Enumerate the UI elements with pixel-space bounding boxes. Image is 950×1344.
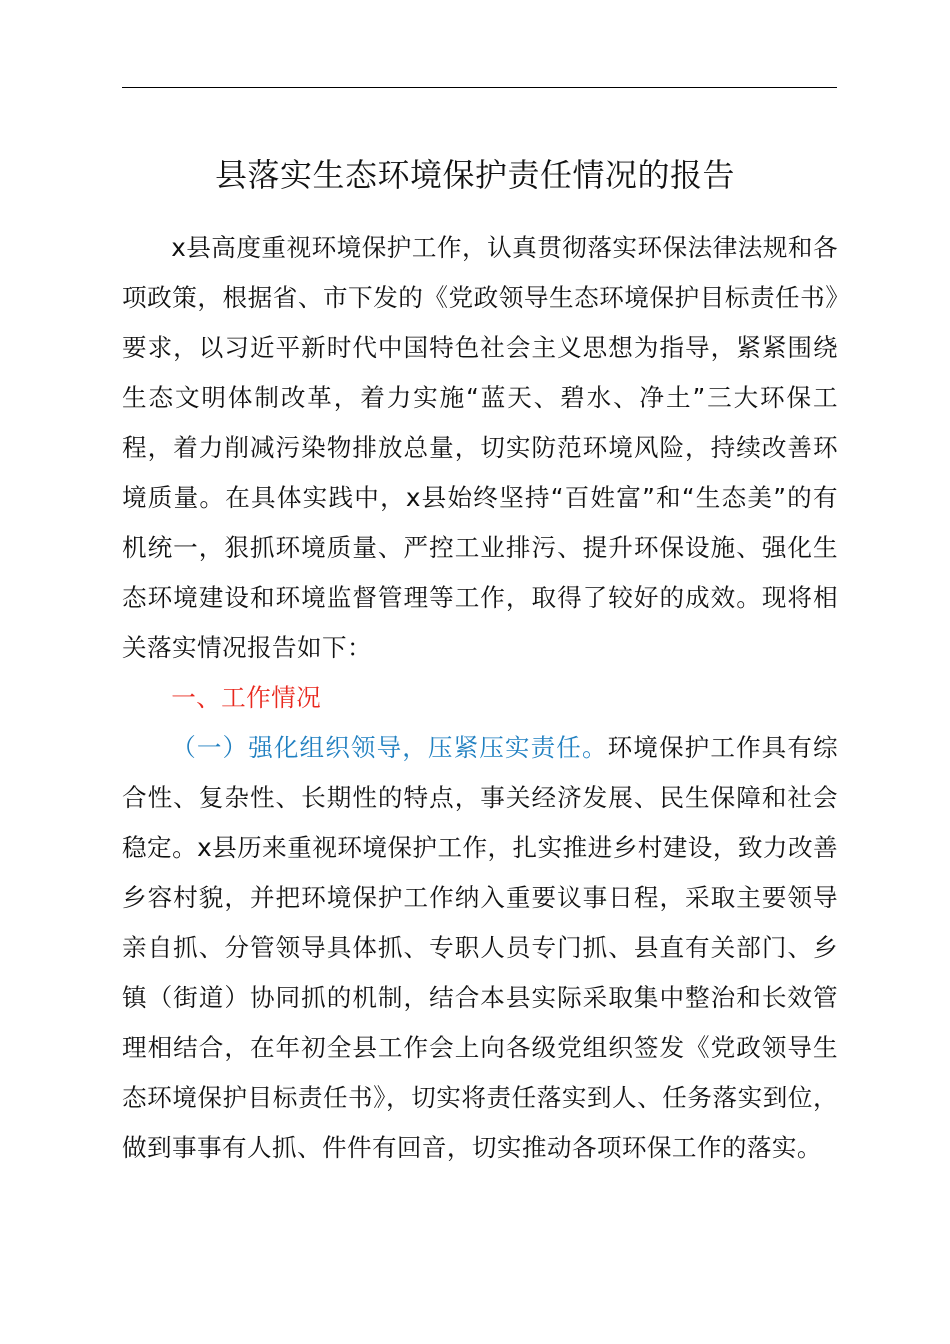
subsection-body: 环境保护工作具有综合性、复杂性、长期性的特点，事关经济发展、民生保障和社会稳定。x县历来重视环境保护工作，扎实推进乡村建设，致力改善乡容村貌，并把环境保护工作纳入重要议事日程，采取主要领导亲自抓、分管领导具体抓、专职人员专门抓、县直有关部门、乡镇（街道）协同抓的机制，结合本县实际采取集中整治和长效管理相结合，在年初全县工作会上向各级党组织签发《党政领导生态环境保护目标责任书》，切实将责任落实到人、任务落实到位，做到事事有人抓、件件有回音，切实推动各项环保工作的落实。 [122, 733, 838, 1162]
document-body [122, 223, 838, 1173]
document-title: 县落实生态环境保护责任情况的报告 [214, 156, 735, 194]
subsection-paragraph [122, 723, 838, 1173]
intro-paragraph: x县高度重视环境保护工作，认真贯彻落实环保法律法规和各项政策，根据省、市下发的《党政领导生态环境保护目标责任书》要求，以习近平新时代中国特色社会主义思想为指导，紧紧围绕生态文明体制改革，着力实施“蓝天、碧水、净土”三大环保工程，着力削减污染物排放总量，切实防范环境风险，持续改善环境质量。在具体实践中，x县始终坚持“百姓富”和“生态美”的有机统一，狠抓环境质量、严控工业排污、提升环保设施、强化生态环境建设和环境监督管理等工作，取得了较好的成效。现将相关落实情况报告如下： [122, 233, 838, 662]
section-heading: 一、工作情况 [171, 683, 322, 712]
header-rule [122, 87, 837, 88]
subsection-heading: （一）强化组织领导，压紧压实责任。 [171, 733, 608, 762]
